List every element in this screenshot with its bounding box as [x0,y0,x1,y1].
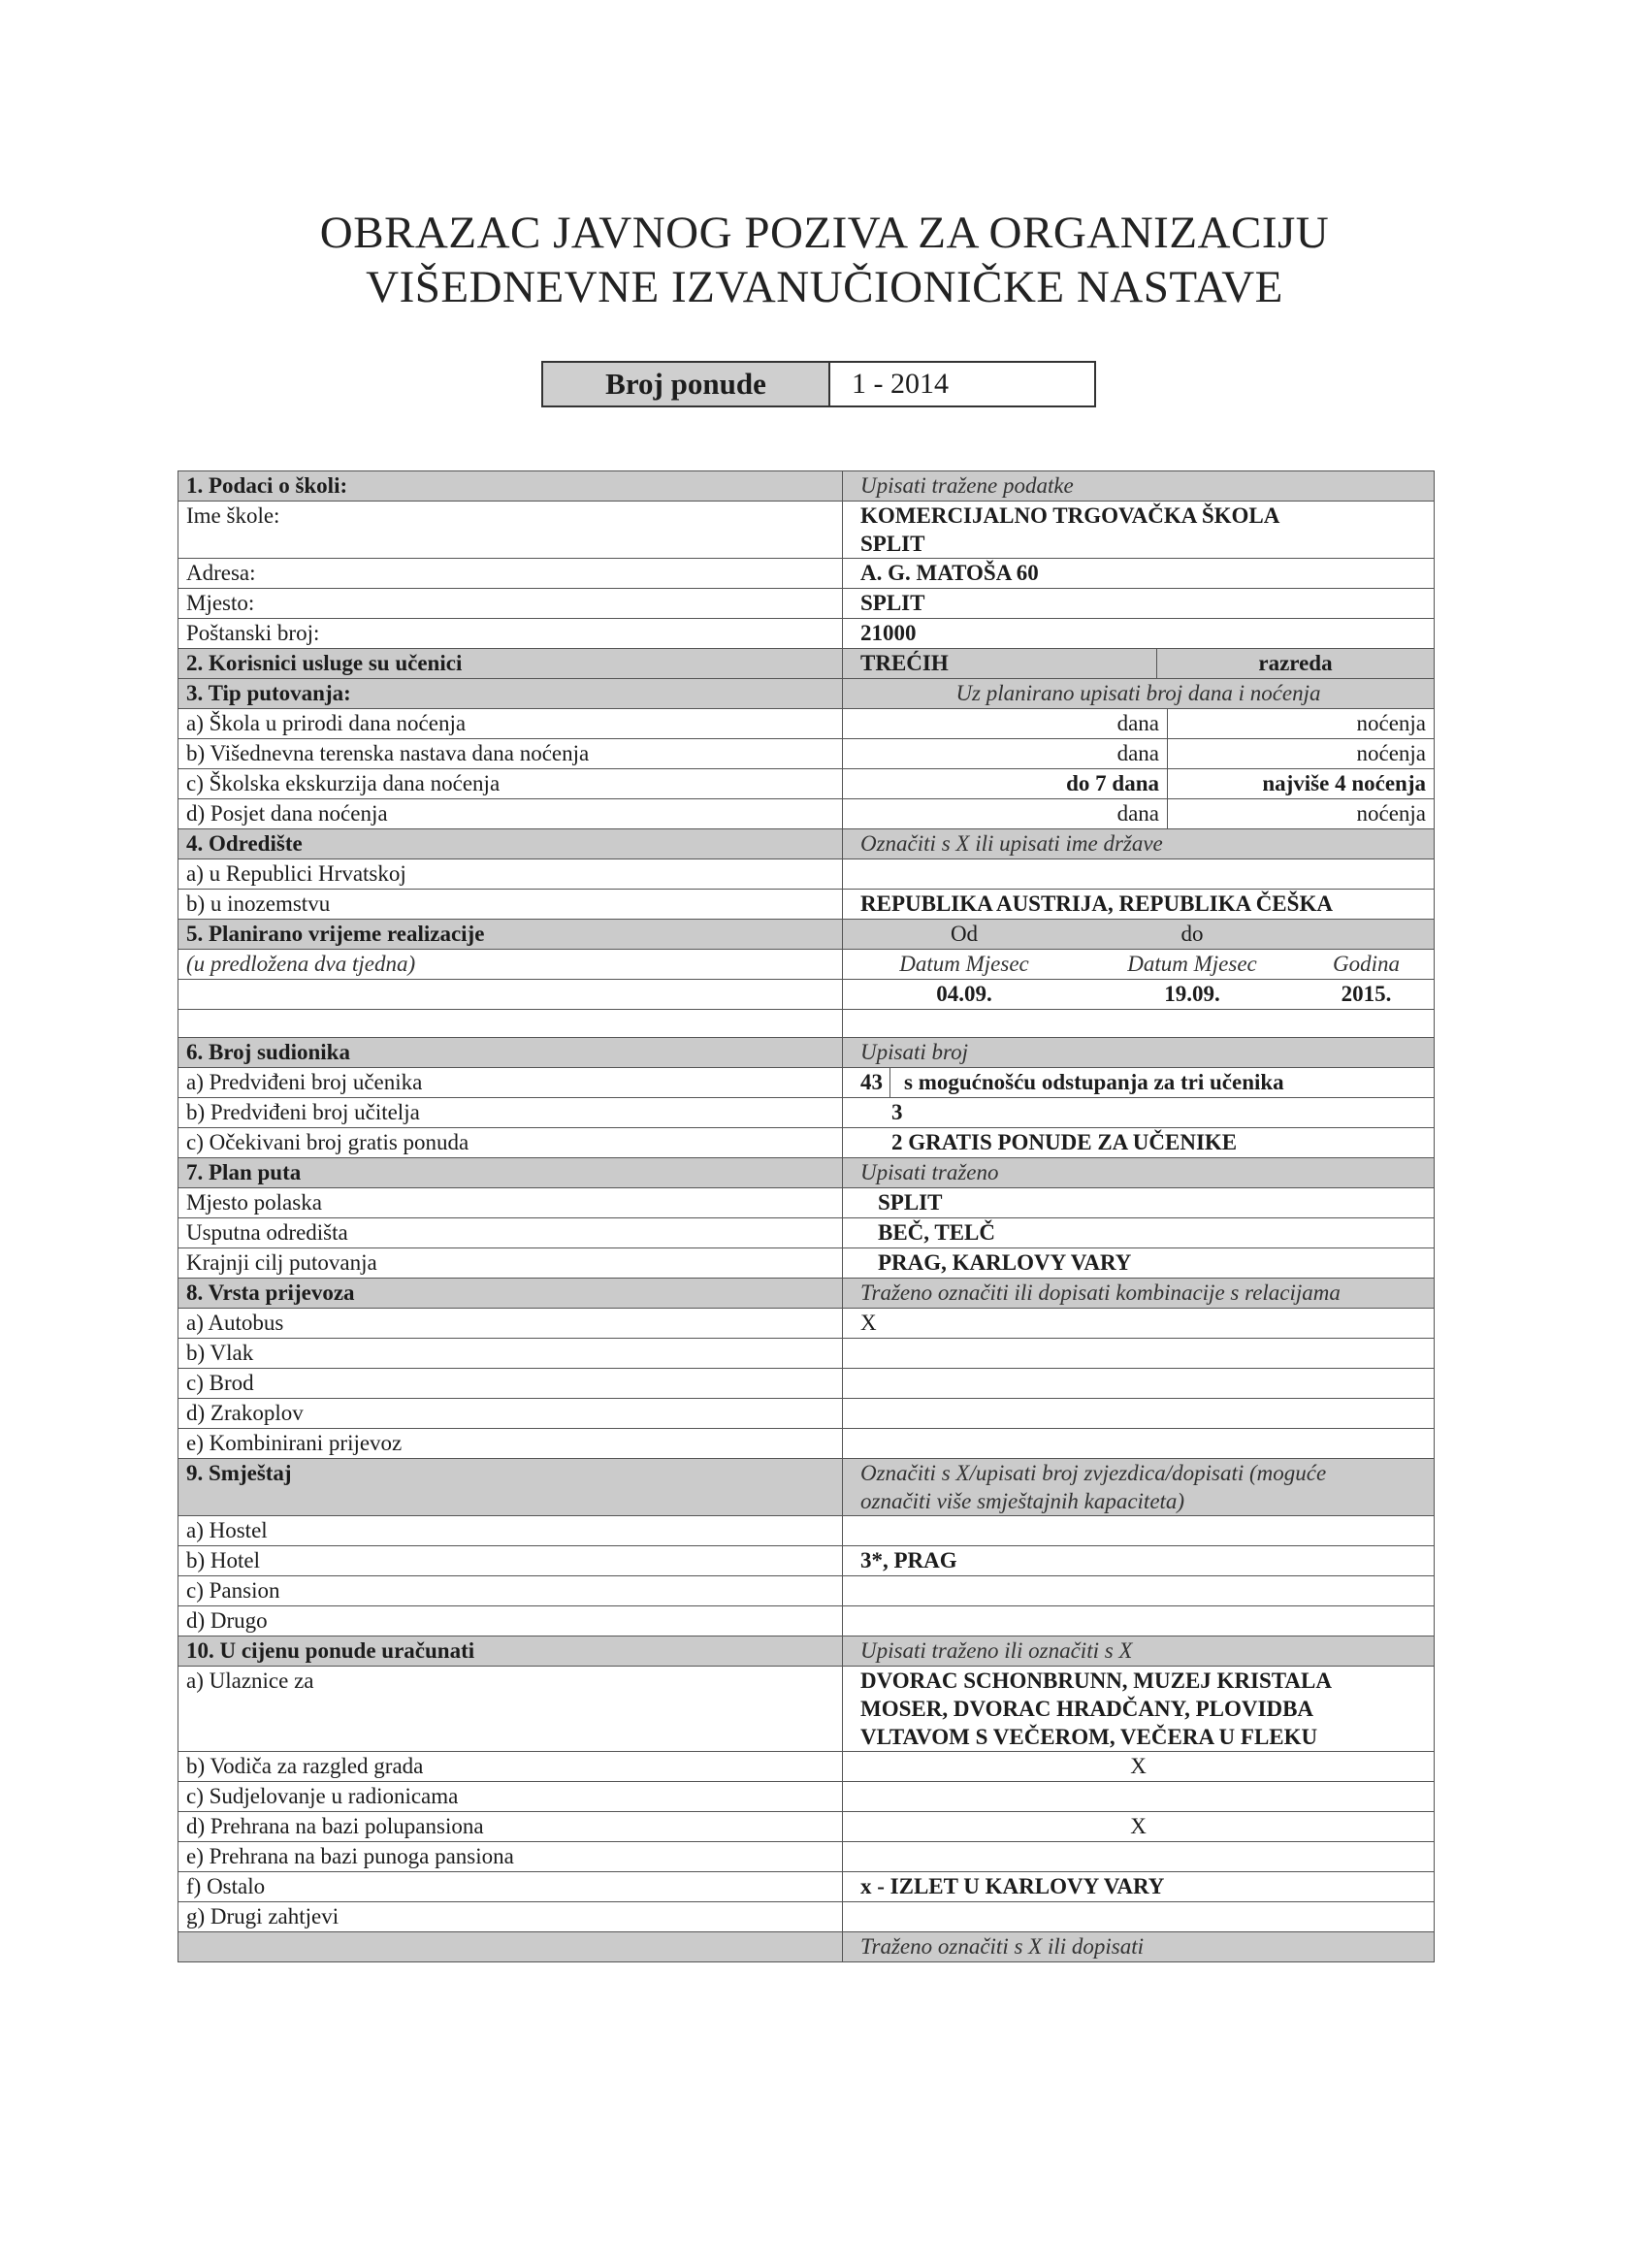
destination-abroad-field[interactable]: REPUBLIKA AUSTRIJA, REPUBLIKA ČEŠKA [843,890,1435,920]
students-field[interactable] [843,1068,1435,1098]
workshops-field[interactable] [843,1782,1435,1812]
students-count: 43 [843,1068,890,1097]
section-school-header [178,471,1435,502]
field-label: b) Vodiča za razgled grada [178,1752,843,1782]
section-trip-type-header [178,679,1435,709]
title-line-2: VIŠEDNEVNE IZVANUČIONIČKE NASTAVE [366,262,1283,312]
section-hint: Upisati traženo ili označiti s X [843,1636,1435,1667]
final-destination-field[interactable]: PRAG, KARLOVY VARY [843,1248,1435,1279]
hotel-field[interactable]: 3*, PRAG [843,1546,1435,1576]
field-label: a) Predviđeni broj učenika [178,1068,843,1098]
field-label: c) Sudjelovanje u radionicama [178,1782,843,1812]
form-row-students [178,1068,1435,1098]
trip-d-field[interactable] [843,799,1435,829]
form-row-trip-d [178,799,1435,829]
trip-a-field[interactable] [843,709,1435,739]
to-label: do [1180,922,1204,946]
from-label: Od [950,922,979,946]
spacer-row [178,1010,1435,1038]
half-board-field[interactable]: X [843,1812,1435,1842]
field-label: e) Prehrana na bazi punoga pansiona [178,1842,843,1872]
form-row-workshops [178,1782,1435,1812]
form-row-address [178,559,1435,589]
field-label: Adresa: [178,559,843,589]
train-field[interactable] [843,1339,1435,1369]
tickets-line-3: VLTAVOM S VEČEROM, VEČERA U FLEKU [860,1725,1318,1749]
form-row-other [178,1872,1435,1902]
address-field[interactable]: A. G. MATOŠA 60 [843,559,1435,589]
field-label: c) Školska ekskurzija dana noćenja [178,769,843,799]
title-line-1: OBRAZAC JAVNOG POZIVA ZA ORGANIZACIJU [319,208,1330,258]
form-row-hostel [178,1516,1435,1546]
days-field: dana [843,739,1168,768]
form-row-plane [178,1399,1435,1429]
form-row-destination-a [178,859,1435,890]
other-requests-field[interactable] [843,1902,1435,1932]
section-participants-header [178,1038,1435,1068]
other-accommodation-field[interactable] [843,1606,1435,1636]
field-label: c) Brod [178,1369,843,1399]
school-name-field[interactable] [843,502,1435,559]
form-row-other-requests [178,1902,1435,1932]
form-row-full-board [178,1842,1435,1872]
postal-field[interactable]: 21000 [843,619,1435,649]
offer-number-box [541,361,1096,407]
section-hint-line-1: Označiti s X/upisati broj zvjezdica/dopisati (moguće [860,1461,1327,1485]
section-hint: Označiti s X ili upisati ime države [843,829,1435,859]
tickets-line-2: MOSER, DVORAC HRADČANY, PLOVIDBA [860,1697,1314,1721]
field-label: b) Predviđeni broj učitelja [178,1098,843,1128]
field-label: c) Očekivani broj gratis ponuda [178,1128,843,1158]
form-row-school-name [178,502,1435,559]
field-label: g) Drugi zahtjevi [178,1902,843,1932]
section-hint: Traženo označiti s X ili dopisati [843,1932,1435,1962]
days-field: do 7 dana [843,769,1168,798]
section-label: 2. Korisnici usluge su učenici [178,649,843,679]
field-label: a) u Republici Hrvatskoj [178,859,843,890]
year-column-label: Godina [1333,952,1400,976]
section-hint: Upisati broj [843,1038,1435,1068]
form-row-hotel [178,1546,1435,1576]
field-label: a) Autobus [178,1309,843,1339]
section-footer [178,1932,1435,1962]
grade-suffix: razreda [1258,651,1333,675]
section-label: 3. Tip putovanja: [178,679,843,709]
section-hint: Traženo označiti ili dopisati kombinacije s relacijama [843,1279,1435,1309]
gratis-field[interactable]: 2 GRATIS PONUDE ZA UČENIKE [843,1128,1435,1158]
field-label: Krajnji cilj putovanja [178,1248,843,1279]
field-label: b) Višednevna terenska nastava dana noćenja [178,739,843,769]
form-row-time-sub [178,950,1435,980]
form-row-ship [178,1369,1435,1399]
form-row-final [178,1248,1435,1279]
field-label: e) Kombinirani prijevoz [178,1429,843,1459]
form-row-teachers [178,1098,1435,1128]
pension-field[interactable] [843,1576,1435,1606]
date-column-label: Datum Mjesec [899,952,1029,976]
field-label: c) Pansion [178,1576,843,1606]
field-label: d) Prehrana na bazi polupansiona [178,1812,843,1842]
form-table [178,470,1435,1962]
nights-field: noćenja [1356,711,1426,735]
date-columns [843,950,1435,980]
section-time-header [178,920,1435,950]
date-to-field: 19.09. [1164,982,1220,1006]
page-title [0,206,1649,314]
section-hint: Upisati tražene podatke [843,471,1435,502]
tickets-line-1: DVORAC SCHONBRUNN, MUZEJ KRISTALA [860,1669,1332,1693]
stops-field[interactable]: BEČ, TELČ [843,1218,1435,1248]
school-name-line-1: KOMERCIJALNO TRGOVAČKA ŠKOLA [860,503,1280,528]
section-destination-header [178,829,1435,859]
form-row-postal [178,619,1435,649]
combined-field[interactable] [843,1429,1435,1459]
field-label: a) Škola u prirodi dana noćenja [178,709,843,739]
plane-field[interactable] [843,1399,1435,1429]
trip-b-field[interactable] [843,739,1435,769]
form-row-bus [178,1309,1435,1339]
offer-number-label: Broj ponude [543,363,830,405]
field-label: b) Hotel [178,1546,843,1576]
form-row-city [178,589,1435,619]
field-label: Ime škole: [178,502,843,559]
field-label: d) Posjet dana noćenja [178,799,843,829]
section-label: 1. Podaci o školi: [178,471,843,502]
section-label: 8. Vrsta prijevoza [178,1279,843,1309]
form-row-half-board [178,1812,1435,1842]
hostel-field[interactable] [843,1516,1435,1546]
full-board-field[interactable] [843,1842,1435,1872]
ship-field[interactable] [843,1369,1435,1399]
grade-value: TREĆIH [843,649,1157,678]
form-row-time-values [178,980,1435,1010]
form-row-trip-b [178,739,1435,769]
form-row-trip-c [178,769,1435,799]
departure-field[interactable]: SPLIT [843,1188,1435,1218]
field-label: a) Hostel [178,1516,843,1546]
form-row-pension [178,1576,1435,1606]
field-label: d) Zrakoplov [178,1399,843,1429]
year-field: 2015. [1341,982,1392,1006]
form-row-other-accommodation [178,1606,1435,1636]
date-values[interactable] [843,980,1435,1010]
section-hint: Uz planirano upisati broj dana i noćenja [843,679,1435,709]
teachers-field[interactable]: 3 [843,1098,1435,1128]
section-label: 9. Smještaj [178,1459,843,1516]
trip-c-field[interactable] [843,769,1435,799]
days-field: dana [843,799,1168,828]
form-row-train [178,1339,1435,1369]
section-transport-header [178,1279,1435,1309]
destination-croatia-field[interactable] [843,859,1435,890]
date-range-header [843,920,1435,950]
days-field: dana [843,709,1168,738]
section-label: 6. Broj sudionika [178,1038,843,1068]
field-label: d) Drugo [178,1606,843,1636]
other-field[interactable]: x - IZLET U KARLOVY VARY [843,1872,1435,1902]
field-label: a) Ulaznice za [178,1667,843,1752]
guide-field[interactable]: X [843,1752,1435,1782]
section-label: 4. Odredište [178,829,843,859]
grade-field[interactable] [843,649,1435,679]
section-label: 10. U cijenu ponude uračunati [178,1636,843,1667]
field-label: f) Ostalo [178,1872,843,1902]
form-row-destination-b [178,890,1435,920]
section-hint: Upisati traženo [843,1158,1435,1188]
section-hint-line-2: označiti više smještajnih kapaciteta) [860,1489,1185,1513]
form-row-tickets [178,1667,1435,1752]
city-field[interactable]: SPLIT [843,589,1435,619]
date-from-field: 04.09. [936,982,992,1006]
school-name-line-2: SPLIT [860,532,925,556]
form-row-stops [178,1218,1435,1248]
field-label: b) Vlak [178,1339,843,1369]
nights-field: noćenja [1356,801,1426,826]
field-label: Usputna odredišta [178,1218,843,1248]
field-label: b) u inozemstvu [178,890,843,920]
section-users-header [178,649,1435,679]
section-price-header [178,1636,1435,1667]
form-row-gratis [178,1128,1435,1158]
bus-field[interactable]: X [843,1309,1435,1339]
date-column-label: Datum Mjesec [1127,952,1257,976]
form-row-departure [178,1188,1435,1218]
field-label: Mjesto: [178,589,843,619]
nights-field: najviše 4 noćenja [1262,771,1426,795]
section-label: 5. Planirano vrijeme realizacije [178,920,843,950]
form-row-trip-a [178,709,1435,739]
section-hint [843,1459,1435,1516]
form-row-combined [178,1429,1435,1459]
nights-field: noćenja [1356,741,1426,765]
form-row-guide [178,1752,1435,1782]
tickets-field[interactable] [843,1667,1435,1752]
field-label: Poštanski broj: [178,619,843,649]
field-label: (u predložena dva tjedna) [178,950,843,980]
offer-number-field[interactable]: 1 - 2014 [852,368,949,400]
section-plan-header [178,1158,1435,1188]
students-note: s mogućnošću odstupanja za tri učenika [904,1070,1284,1094]
section-accommodation-header [178,1459,1435,1516]
section-label: 7. Plan puta [178,1158,843,1188]
field-label: Mjesto polaska [178,1188,843,1218]
